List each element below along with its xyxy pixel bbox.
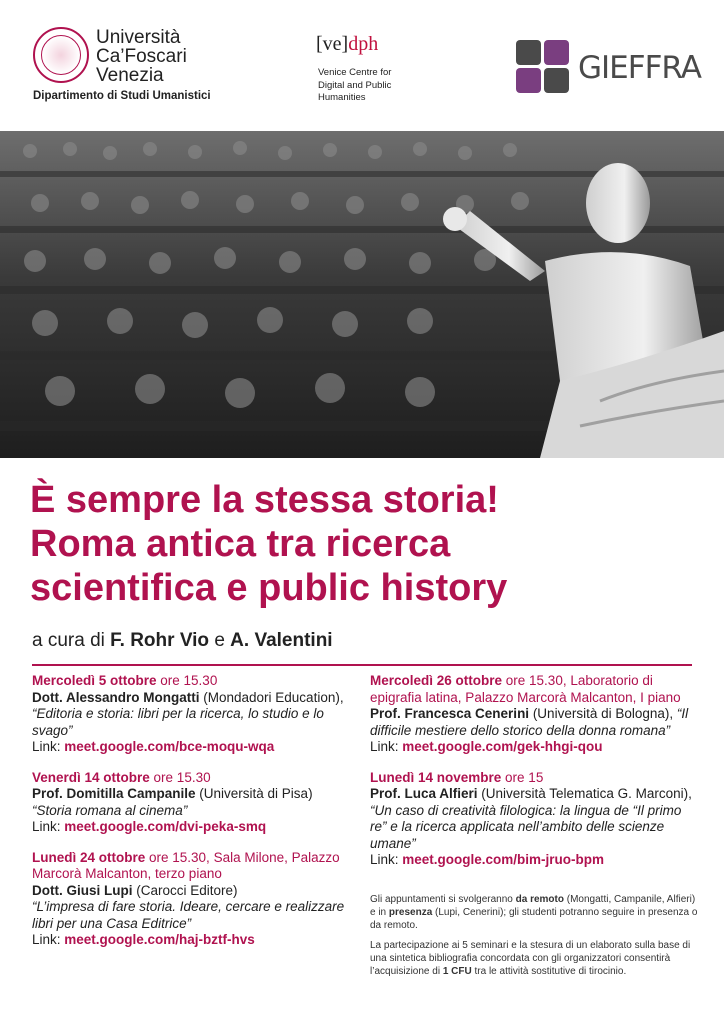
meet-link[interactable]: meet.google.com/bim-jruo-bpm (402, 852, 605, 867)
notes-text: La partecipazione ai 5 seminari e la stesura di un elaborato sulla base di una sintetica bibliografia concordata con gli organizzatori consentirà l’acquisizione di (370, 940, 691, 977)
event-affiliation: (Carocci Editore) (132, 882, 238, 898)
event-affiliation: (Università di Pisa) (195, 786, 313, 801)
gieffra-logo-text: GIEFFRA (578, 50, 701, 86)
curator-first: F. Rohr Vio (110, 630, 210, 651)
curators (32, 630, 333, 652)
event-talk-title: “Storia romana al cinema” (32, 802, 188, 818)
university-name-line: Venezia (96, 65, 164, 86)
event-speaker: Dott. Alessandro Mongatti (32, 689, 200, 705)
meet-link[interactable]: meet.google.com/haj-bztf-hvs (64, 932, 255, 947)
schedule-right-column (370, 673, 700, 883)
university-name-line: Università (96, 27, 181, 48)
university-name-line: Ca’Foscari (96, 46, 187, 67)
event-affiliation: (Università di Bologna), (529, 706, 677, 721)
title-line: scientifica e public history (30, 567, 508, 609)
event-date: Lunedì 24 ottobre (32, 849, 146, 865)
event-affiliation: (Mondadori Education), (199, 689, 344, 705)
link-label: Link: (32, 739, 65, 754)
link-label: Link: (32, 819, 65, 834)
title-line: Roma antica tra ricerca (30, 523, 451, 565)
notes-presence: presenza (388, 907, 433, 918)
department-name: Dipartimento di Studi Umanistici (33, 90, 211, 102)
vedph-description-line: Venice Centre for (318, 67, 392, 78)
event-title (30, 478, 710, 610)
divider (32, 664, 692, 666)
link-label: Link: (370, 739, 403, 754)
meet-link[interactable]: meet.google.com/dvi-peka-smq (64, 819, 267, 834)
event-time: ore 15.30 (149, 769, 211, 785)
event-speaker: Dott. Giusi Lupi (32, 882, 133, 898)
event-date: Mercoledì 26 ottobre (370, 673, 503, 688)
event-talk-title: “Il difficile mestiere dello storico della donna romana” (370, 706, 689, 738)
notes-remote: da remoto (515, 894, 564, 905)
event-item (370, 673, 700, 756)
notes-attendance (370, 893, 700, 932)
event-date: Lunedì 14 novembre (370, 769, 502, 785)
vedph-description (318, 67, 391, 105)
notes-text: (Mongatti, Campanile, Alfieri) e in (370, 894, 696, 918)
notes-credits (370, 939, 700, 978)
participation-notes (370, 893, 700, 985)
event-speaker: Prof. Francesca Cenerini (370, 706, 530, 721)
vedph-logo-ve: [ve] (316, 33, 349, 55)
notes-text: Gli appuntamenti si svolgeranno (370, 894, 516, 905)
meet-link[interactable]: meet.google.com/bce-moqu-wqa (64, 739, 275, 754)
event-date: Venerdì 14 ottobre (32, 769, 150, 785)
event-talk-title: “L’impresa di fare storia. Ideare, cercare e realizzare libri per una Casa Editrice” (32, 899, 345, 931)
event-affiliation: (Università Telematica G. Marconi), (477, 786, 692, 801)
link-label: Link: (32, 932, 65, 947)
title-line: È sempre la stessa storia! (30, 479, 499, 521)
event-talk-title: “Un caso di creatività filologica: la lingua de “Il primo re” e la ricerca applicata nell’ambito delle scienze umane” (370, 802, 682, 851)
event-time: ore 15 (501, 769, 544, 785)
ca-foscari-seal-logo (33, 27, 89, 83)
gieffra-logo-mark-icon (516, 40, 570, 94)
event-item (32, 850, 362, 949)
university-name (96, 28, 187, 85)
event-talk-title: “Editoria e storia: libri per la ricerca, lo studio e lo svago” (32, 706, 324, 738)
event-item (32, 770, 362, 836)
lecture-hall-photo (0, 131, 724, 458)
audience-and-statue-illustration (0, 131, 724, 458)
curators-and: e (209, 630, 231, 651)
seal-emblem-icon (41, 35, 81, 75)
schedule-left-column (32, 673, 362, 963)
event-item (32, 673, 362, 756)
meet-link[interactable]: meet.google.com/gek-hhgi-qou (402, 739, 603, 754)
event-speaker: Prof. Luca Alfieri (370, 786, 478, 801)
link-label: Link: (370, 852, 403, 867)
notes-cfu: 1 CFU (442, 966, 472, 977)
notes-text: tra le attività sostitutive di tirocinio. (471, 966, 627, 977)
event-item (370, 770, 700, 869)
event-time: ore 15.30, Laboratorio di epigrafia latina, Palazzo Marcorà Malcanton, I piano (370, 673, 681, 705)
event-time: ore 15.30, Sala Milone, Palazzo Marcorà Malcanton, terzo piano (32, 849, 340, 881)
vedph-description-line: Humanities (318, 92, 366, 103)
vedph-logo (316, 33, 378, 56)
notes-text: (Lupi, Cenerini); gli studenti potranno seguire in presenza o da remoto. (370, 907, 698, 931)
vedph-description-line: Digital and Public (318, 79, 392, 91)
curators-prefix: a cura di (32, 630, 111, 651)
event-time: ore 15.30 (156, 673, 218, 688)
event-speaker: Prof. Domitilla Campanile (32, 786, 196, 801)
vedph-logo-dph: dph (348, 33, 379, 55)
curator-second: A. Valentini (230, 630, 333, 651)
event-date: Mercoledì 5 ottobre (32, 673, 157, 688)
header (0, 0, 724, 130)
augustus-statue (443, 163, 724, 458)
